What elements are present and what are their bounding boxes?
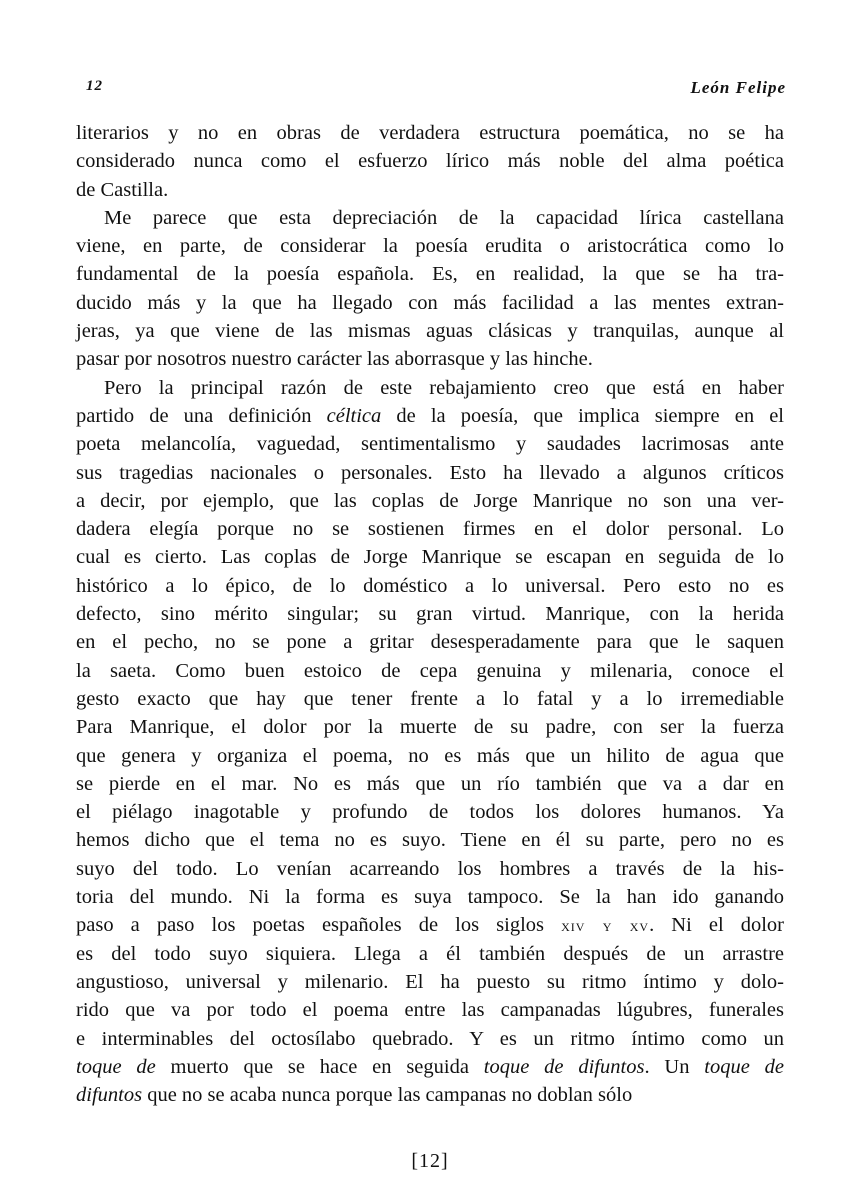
text-line: Pero la principal razón de este rebajamiento creo que está en haber: [104, 376, 784, 399]
text-line: gesto exacto que hay que tener frente a lo fatal y a lo irremediable: [76, 687, 784, 710]
text-line: suyo del todo. Lo venían acarreando los hombres a través de la his-: [76, 857, 784, 880]
text-line: hemos dicho que el tema no es suyo. Tiene en él su parte, pero no es: [76, 829, 784, 852]
text-line: fundamental de la poesía española. Es, en realidad, la que se ha tra-: [76, 263, 784, 286]
text-line: jeras, ya que viene de las mismas aguas clásicas y tranquilas, aunque al: [76, 320, 784, 343]
text-line: a decir, por ejemplo, que las coplas de Jorge Manrique no son una ver-: [76, 489, 784, 512]
body-text: [76, 119, 784, 1109]
text-line: en el pecho, no se pone a gritar desesperadamente para que le saquen: [76, 631, 784, 654]
text-line: paso a paso los poetas españoles de los siglos xiv y xv. Ni el dolor: [76, 914, 784, 937]
text-line: el piélago inagotable y profundo de todos los dolores humanos. Ya: [76, 801, 784, 824]
text-line: difuntos que no se acaba nunca porque las campanas no doblan sólo: [76, 1084, 633, 1107]
running-header: [86, 78, 786, 102]
text-line: viene, en parte, de considerar la poesía erudita o aristocrática como lo: [76, 235, 784, 258]
text-line: defecto, sino mérito singular; su gran virtud. Manrique, con la herida: [76, 603, 784, 626]
paragraph: [76, 119, 784, 204]
text-line: Para Manrique, el dolor por la muerte de su padre, con ser la fuerza: [76, 716, 784, 739]
text-line: la saeta. Como buen estoico de cepa genuina y milenaria, conoce el: [76, 659, 784, 682]
text-line: que genera y organiza el poema, no es más que un hilito de agua que: [76, 744, 784, 767]
text-line: Me parece que esta depreciación de la capacidad lírica castellana: [104, 206, 784, 229]
page-folio: [12]: [411, 1150, 449, 1172]
text-line: pasar por nosotros nuestro carácter las aborrasque y las hinche.: [76, 348, 593, 371]
text-line: es del todo suyo siquiera. Llega a él también después de un arrastre: [76, 942, 784, 965]
text-line: literarios y no en obras de verdadera estructura poemática, no se ha: [76, 122, 784, 144]
text-line: se pierde en el mar. No es más que un río también que va a dar en: [76, 772, 784, 795]
text-line: partido de una definición céltica de la poesía, que implica siempre en el: [76, 404, 784, 427]
text-line: angustioso, universal y milenario. El ha puesto su ritmo íntimo y dolo-: [76, 970, 784, 993]
text-line: dadera elegía porque no se sostienen firmes en el dolor personal. Lo: [76, 518, 784, 541]
text-line: sus tragedias nacionales o personales. Esto ha llevado a algunos críticos: [76, 461, 784, 484]
running-title: León Felipe: [690, 78, 786, 97]
text-line: cual es cierto. Las coplas de Jorge Manrique se escapan en seguida de lo: [76, 546, 784, 569]
paragraph: [76, 374, 784, 1110]
text-line: toque de muerto que se hace en seguida toque de difuntos. Un toque de: [76, 1055, 785, 1078]
text-line: histórico a lo épico, de lo doméstico a lo universal. Pero esto no es: [76, 574, 784, 597]
paragraph: [76, 204, 784, 374]
text-line: e interminables del octosílabo quebrado. Y es un ritmo íntimo como un: [76, 1027, 784, 1050]
text-line: toria del mundo. Ni la forma es suya tampoco. Se la han ido ganando: [76, 886, 784, 909]
text-line: rido que va por todo el poema entre las campanadas lúgubres, funerales: [76, 999, 784, 1022]
text-line: ducido más y la que ha llegado con más facilidad a las mentes extran-: [76, 291, 784, 314]
text-line: considerado nunca como el esfuerzo lírico más noble del alma poética: [76, 150, 784, 173]
header-page-number: 12: [86, 78, 103, 94]
text-line: poeta melancolía, vaguedad, sentimentalismo y saudades lacrimosas ante: [76, 433, 784, 456]
text-line: de Castilla.: [76, 178, 169, 201]
